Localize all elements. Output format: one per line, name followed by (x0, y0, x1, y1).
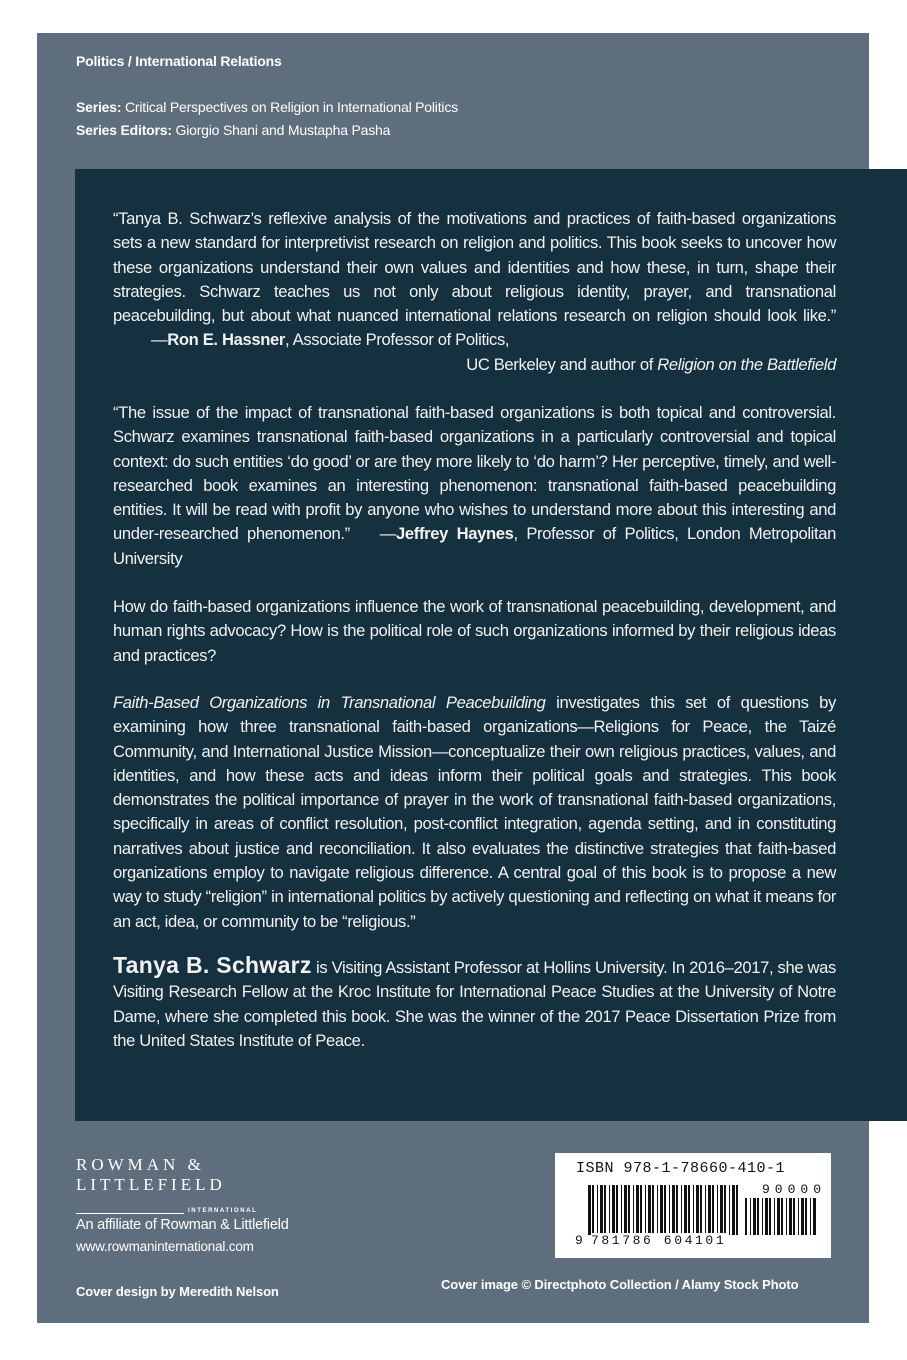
barcode-bar (696, 1185, 699, 1235)
barcode-bar (609, 1185, 610, 1235)
series-name: Critical Perspectives on Religion in International Politics (125, 99, 458, 115)
barcode-bar (769, 1198, 771, 1235)
barcode-bar (652, 1185, 654, 1235)
barcode-bar (597, 1185, 598, 1235)
barcode-bar (640, 1185, 642, 1235)
barcode-bar (660, 1185, 663, 1235)
ean-lead-digit: 9 (575, 1233, 587, 1248)
logo-line-2: LITTLEFIELD (76, 1175, 226, 1194)
quote-1-author: Ron E. Hassner (167, 330, 285, 350)
logo-rule (76, 1213, 184, 1214)
publisher-website[interactable]: www.rowmaninternational.com (76, 1239, 254, 1254)
barcode-bar (592, 1185, 594, 1235)
editors-label: Series Editors: (76, 122, 172, 138)
barcode-bar (600, 1185, 603, 1235)
barcode-bar (604, 1185, 606, 1235)
barcode-bar (724, 1185, 726, 1235)
barcode-bar (676, 1185, 678, 1235)
description-intro-text: How do faith-based organizations influence the work of transnational peacebuilding, development, and human rights advocacy? How is the political role of such organizations informed by their religious ideas and practices? (113, 597, 836, 665)
price-code: 90000 (762, 1182, 827, 1197)
barcode-bar (745, 1198, 747, 1235)
logo-line-1: ROWMAN & (76, 1155, 205, 1174)
quote-1-dash: — (151, 330, 168, 350)
ean-digits: 781786 604101 (591, 1233, 727, 1248)
barcode-bar (729, 1185, 730, 1235)
quote-1-text: “Tanya B. Schwarz’s reflexive analysis of the motivations and practices of faith-based organizations sets a new standard for interpretivist research on religion and politics. This book seeks to uncover how these organizations understand their own values and identities and how these, in turn, shape their strategies. Schwarz teaches us not only about religious identity, prayer, and transnational peacebuilding, but about what nuanced international relations research on religion should look like.” (113, 209, 836, 326)
barcode-bar (700, 1185, 702, 1235)
barcode-bar (786, 1198, 787, 1235)
barcode-bar (624, 1185, 627, 1235)
barcode-bar (708, 1185, 711, 1235)
barcode-bar (588, 1185, 591, 1235)
affiliate-text: An affiliate of Rowman & Littlefield (76, 1217, 289, 1233)
quote-2-text: “The issue of the impact of transnational faith-based organizations is both topical and controversial. Schwarz examines transnational faith-based organizations in a particularly controversial and topical context: do such entities ‘do good’ or are they more likely to ‘do harm’? Her perceptive, timely, and well-researched book examines an interesting phenomenon: transnational faith-based peacebuilding entities. It will be read with profit by anyone who wishes to understand more about this interesting and under-researched phenomenon.” (113, 403, 836, 544)
barcode-bar (813, 1198, 816, 1235)
logo-sub-text: INTERNATIONAL (188, 1208, 258, 1214)
barcode-bar (684, 1185, 687, 1235)
barcode-bar (805, 1198, 807, 1235)
barcode-bar (688, 1185, 690, 1235)
description-intro (113, 595, 836, 668)
barcode-bar (616, 1185, 618, 1235)
barcode-bar (705, 1185, 706, 1235)
publisher-logo (76, 1155, 226, 1195)
quote-1-affiliation-2: UC Berkeley and author of (466, 354, 658, 374)
isbn-barcode (555, 1153, 831, 1258)
editors-names: Giorgio Shani and Mustapha Pasha (175, 122, 391, 138)
ean-bars (588, 1185, 743, 1235)
quote-2-author: Jeffrey Haynes (396, 524, 514, 544)
quote-1 (113, 207, 836, 377)
cover-image-credit: Cover image © Directphoto Collection / Alamy Stock Photo (441, 1277, 799, 1292)
barcode-bar (720, 1185, 723, 1235)
barcode-bar (757, 1198, 759, 1235)
barcode-bar (672, 1185, 675, 1235)
barcode-bar (781, 1198, 783, 1235)
cover-design-credit: Cover design by Meredith Nelson (76, 1284, 279, 1299)
barcode-bar (753, 1198, 756, 1235)
series-label: Series: (76, 99, 122, 115)
barcode-bar (789, 1198, 792, 1235)
barcode-bar (657, 1185, 658, 1235)
editors-line (76, 122, 390, 138)
book-title: Faith-Based Organizations in Transnational Peacebuilding (113, 693, 546, 712)
barcode-bar (621, 1185, 622, 1235)
barcode-bar (681, 1185, 682, 1235)
barcode-bar (750, 1198, 751, 1235)
barcode-bar (717, 1185, 718, 1235)
barcode-bar (636, 1185, 639, 1235)
barcode-bar (612, 1185, 615, 1235)
barcode-bar (732, 1185, 735, 1235)
barcode-bar (633, 1185, 634, 1235)
barcode-bar (693, 1185, 694, 1235)
description-body (113, 691, 836, 934)
author-name: Tanya B. Schwarz (113, 952, 312, 978)
barcode-bar (736, 1185, 738, 1235)
blurb-panel (75, 169, 907, 1121)
barcode-bar (810, 1198, 811, 1235)
category-label: Politics / International Relations (76, 53, 282, 69)
barcode-bar (645, 1185, 646, 1235)
barcode-bar (765, 1198, 768, 1235)
quote-1-book: Religion on the Battlefield (657, 354, 836, 374)
barcode-bar (664, 1185, 666, 1235)
quote-2-dash: — (379, 524, 397, 544)
barcode-bar (628, 1185, 630, 1235)
author-bio-text: is Visiting Assistant Professor at Hollins University. In 2016–2017, she was Visiting Research Fellow at the Kroc Institute for International Peace Studies at the University of Notre Dame, where she completed this book. She was the winner of the 2017 Peace Dissertation Prize from the United States Institute of Peace. (113, 958, 836, 1050)
quote-2 (113, 401, 836, 571)
barcode-bar (798, 1198, 799, 1235)
barcode-bar (669, 1185, 670, 1235)
author-bio (113, 953, 836, 1053)
barcode-bar (801, 1198, 804, 1235)
barcode-bar (774, 1198, 775, 1235)
quote-1-affiliation: , Associate Professor of Politics, (285, 330, 510, 350)
barcode-bar (793, 1198, 795, 1235)
barcode-bar (712, 1185, 714, 1235)
isbn-text: ISBN 978-1-78660-410-1 (576, 1160, 786, 1177)
description-body-text: investigates this set of questions by examining how three transnational faith-based organizations—Religions for Peace, the Taizé Community, and International Justice Mission—conceptualize their own religious practices, values, and identities, and how these acts and ideas inform their political goals and strategies. This book demonstrates the political importance of prayer in the work of transnational faith-based organizations, specifically in areas of conflict resolution, post-conflict integration, agenda setting, and in constituting narratives about justice and reconciliation. It also evaluates the distinctive strategies that faith-based organizations employ to navigate religious difference. A central goal of this book is to propose a new way to study “religion” in international politics by actively questioning and reflecting on what it means for an act, idea, or community to be “religious.” (113, 693, 836, 931)
addon-bars (745, 1198, 817, 1235)
barcode-bar (762, 1198, 763, 1235)
series-line (76, 99, 458, 115)
quote-2-affiliation: , Professor of Politics, London Metropolitan University (113, 524, 837, 568)
barcode-bar (777, 1198, 780, 1235)
barcode-bar (648, 1185, 651, 1235)
